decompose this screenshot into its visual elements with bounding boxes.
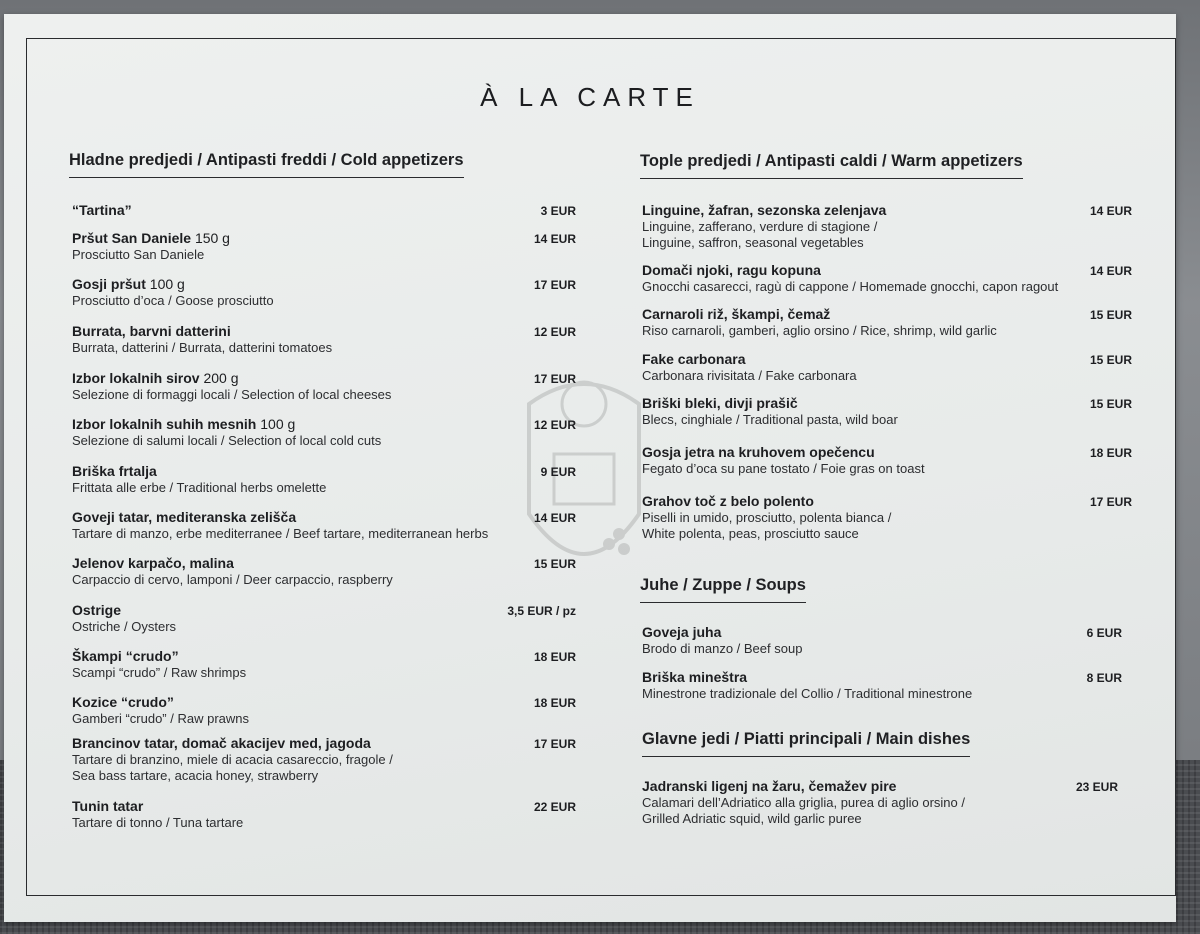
cold-appetizer-item <box>72 202 132 219</box>
item-price: 12 EUR <box>533 418 576 432</box>
item-name-text: Tunin tatar <box>72 798 144 814</box>
item-name-text: Linguine, žafran, sezonska zelenjava <box>642 202 887 218</box>
item-name-text: Brancinov tatar, domač akacijev med, jagoda <box>72 735 371 751</box>
item-name <box>642 395 898 412</box>
item-price: 14 EUR <box>1089 204 1132 218</box>
main-dishes-heading: Glavne jedi / Piatti principali / Main dishes <box>642 730 970 757</box>
item-name-text: Škampi “crudo” <box>72 648 179 664</box>
item-description: Minestrone tradizionale del Collio / Traditional minestrone <box>642 686 973 701</box>
item-name <box>642 444 925 461</box>
item-price: 18 EUR <box>1089 446 1132 460</box>
item-name <box>72 602 176 619</box>
cold-appetizer-item <box>72 555 393 588</box>
item-description: Scampi “crudo” / Raw shrimps <box>72 665 247 680</box>
item-name <box>642 202 886 219</box>
item-name <box>642 778 965 795</box>
item-description: Tartare di branzino, miele di acacia casareccio, fragole / <box>72 752 393 767</box>
item-description: Selezione di formaggi locali / Selection of local cheeses <box>72 387 392 402</box>
item-name-text: Izbor lokalnih sirov <box>72 370 200 386</box>
item-name <box>642 624 802 641</box>
item-price: 6 EUR <box>1086 626 1122 640</box>
soup-item <box>642 669 972 702</box>
item-price: 18 EUR <box>533 696 576 710</box>
item-name <box>72 323 332 340</box>
cold-appetizer-item <box>72 602 176 635</box>
item-name <box>72 370 391 387</box>
item-price: 15 EUR <box>533 557 576 571</box>
item-price: 9 EUR <box>540 465 576 479</box>
item-name <box>72 648 246 665</box>
item-price: 22 EUR <box>533 800 576 814</box>
warm-appetizer-item <box>642 351 857 384</box>
item-name-text: Burrata, barvni datterini <box>72 323 231 339</box>
soups-heading: Juhe / Zuppe / Soups <box>640 576 806 603</box>
main-dish-item <box>642 778 965 827</box>
item-price: 12 EUR <box>533 325 576 339</box>
item-name <box>72 463 326 480</box>
warm-appetizer-item <box>642 444 925 477</box>
item-price: 14 EUR <box>533 232 576 246</box>
item-name-text: Grahov toč z belo polento <box>642 493 814 509</box>
item-price: 14 EUR <box>533 511 576 525</box>
item-price: 17 EUR <box>1089 495 1132 509</box>
item-name <box>72 416 381 433</box>
warm-appetizer-item <box>642 262 1058 295</box>
item-name-text: Briški bleki, divji prašič <box>642 395 798 411</box>
item-description: Grilled Adriatic squid, wild garlic puree <box>642 811 862 826</box>
cold-appetizer-item <box>72 230 230 263</box>
item-price: 3,5 EUR / pz <box>507 604 576 618</box>
warm-appetizer-item <box>642 202 886 251</box>
item-name-text: “Tartina” <box>72 202 132 218</box>
item-name <box>72 694 249 711</box>
warm-appetizers-heading: Tople predjedi / Antipasti caldi / Warm appetizers <box>640 152 1023 179</box>
item-name <box>642 262 1058 279</box>
item-description: Calamari dell’Adriatico alla griglia, purea di aglio orsino / <box>642 795 965 810</box>
item-price: 8 EUR <box>1086 671 1122 685</box>
cold-appetizer-item <box>72 463 326 496</box>
item-description: White polenta, peas, prosciutto sauce <box>642 526 859 541</box>
soup-item <box>642 624 802 657</box>
item-name-text: Briška mineštra <box>642 669 748 685</box>
item-description: Linguine, zafferano, verdure di stagione / <box>642 219 878 234</box>
item-description: Tartare di manzo, erbe mediterranee / Beef tartare, mediterranean herbs <box>72 526 489 541</box>
item-description: Ostriche / Oysters <box>72 619 177 634</box>
item-name <box>642 493 891 510</box>
item-name-text: Izbor lokalnih suhih mesnih <box>72 416 257 432</box>
item-name-text: Pršut San Daniele <box>72 230 192 246</box>
item-price: 15 EUR <box>1089 308 1132 322</box>
item-description: Gnocchi casarecci, ragù di cappone / Homemade gnocchi, capon ragout <box>642 279 1059 294</box>
item-description: Tartare di tonno / Tuna tartare <box>72 815 244 830</box>
item-description: Frittata alle erbe / Traditional herbs omelette <box>72 480 327 495</box>
item-description: Carpaccio di cervo, lamponi / Deer carpaccio, raspberry <box>72 572 393 587</box>
item-description: Gamberi “crudo” / Raw prawns <box>72 711 249 726</box>
item-description: Riso carnaroli, gamberi, aglio orsino / Rice, shrimp, wild garlic <box>642 323 997 338</box>
crest-watermark <box>509 364 659 594</box>
item-name <box>642 351 857 368</box>
item-description: Prosciutto San Daniele <box>72 247 205 262</box>
item-price: 15 EUR <box>1089 353 1132 367</box>
item-description: Fegato d’oca su pane tostato / Foie gras on toast <box>642 461 925 476</box>
warm-appetizer-item <box>642 306 997 339</box>
item-name-text: Jelenov karpačo, malina <box>72 555 234 571</box>
cold-appetizer-item <box>72 648 246 681</box>
cold-appetizer-item <box>72 798 243 831</box>
item-price: 3 EUR <box>540 204 576 218</box>
item-name-text: Kozice “crudo” <box>72 694 174 710</box>
item-quantity: 100 g <box>260 416 296 432</box>
item-quantity: 200 g <box>203 370 239 386</box>
item-description: Blecs, cinghiale / Traditional pasta, wild boar <box>642 412 898 427</box>
item-name <box>642 306 997 323</box>
item-description: Prosciutto d’oca / Goose prosciutto <box>72 293 274 308</box>
item-name <box>642 669 972 686</box>
cold-appetizer-item <box>72 370 391 403</box>
item-description: Selezione di salumi locali / Selection of local cold cuts <box>72 433 382 448</box>
item-name-text: Briška frtalja <box>72 463 157 479</box>
item-description: Carbonara rivisitata / Fake carbonara <box>642 368 857 383</box>
item-name-text: Gosji pršut <box>72 276 146 292</box>
item-description: Sea bass tartare, acacia honey, strawberry <box>72 768 319 783</box>
item-name <box>72 555 393 572</box>
cold-appetizer-item <box>72 416 381 449</box>
cold-appetizer-item <box>72 276 274 309</box>
item-name-text: Jadranski ligenj na žaru, čemažev pire <box>642 778 897 794</box>
cold-appetizers-heading: Hladne predjedi / Antipasti freddi / Cold appetizers <box>69 151 464 178</box>
item-price: 14 EUR <box>1089 264 1132 278</box>
item-name-text: Domači njoki, ragu kopuna <box>642 262 821 278</box>
item-name <box>72 276 274 293</box>
menu-card <box>4 14 1176 922</box>
page-title: À LA CARTE <box>480 82 700 112</box>
item-name-text: Ostrige <box>72 602 122 618</box>
item-description: Burrata, datterini / Burrata, datterini tomatoes <box>72 340 333 355</box>
cold-appetizer-item <box>72 323 332 356</box>
item-name-text: Goveja juha <box>642 624 722 640</box>
item-quantity: 150 g <box>194 230 230 246</box>
item-price: 23 EUR <box>1075 780 1118 794</box>
item-name-text: Fake carbonara <box>642 351 746 367</box>
item-name <box>72 509 488 526</box>
cold-appetizer-item <box>72 509 488 542</box>
item-name <box>72 202 132 219</box>
item-price: 15 EUR <box>1089 397 1132 411</box>
item-price: 17 EUR <box>533 372 576 386</box>
warm-appetizer-item <box>642 493 891 542</box>
item-name-text: Gosja jetra na kruhovem opečencu <box>642 444 875 460</box>
item-price: 18 EUR <box>533 650 576 664</box>
item-name <box>72 735 393 752</box>
item-price: 17 EUR <box>533 278 576 292</box>
item-name <box>72 798 243 815</box>
item-name-text: Carnaroli riž, škampi, čemaž <box>642 306 831 322</box>
item-name <box>72 230 230 247</box>
item-price: 17 EUR <box>533 737 576 751</box>
cold-appetizer-item <box>72 694 249 727</box>
item-name-text: Goveji tatar, mediteranska zelišča <box>72 509 297 525</box>
cold-appetizer-item <box>72 735 393 784</box>
warm-appetizer-item <box>642 395 898 428</box>
item-description: Brodo di manzo / Beef soup <box>642 641 803 656</box>
item-description: Linguine, saffron, seasonal vegetables <box>642 235 864 250</box>
item-quantity: 100 g <box>149 276 185 292</box>
item-description: Piselli in umido, prosciutto, polenta bianca / <box>642 510 892 525</box>
